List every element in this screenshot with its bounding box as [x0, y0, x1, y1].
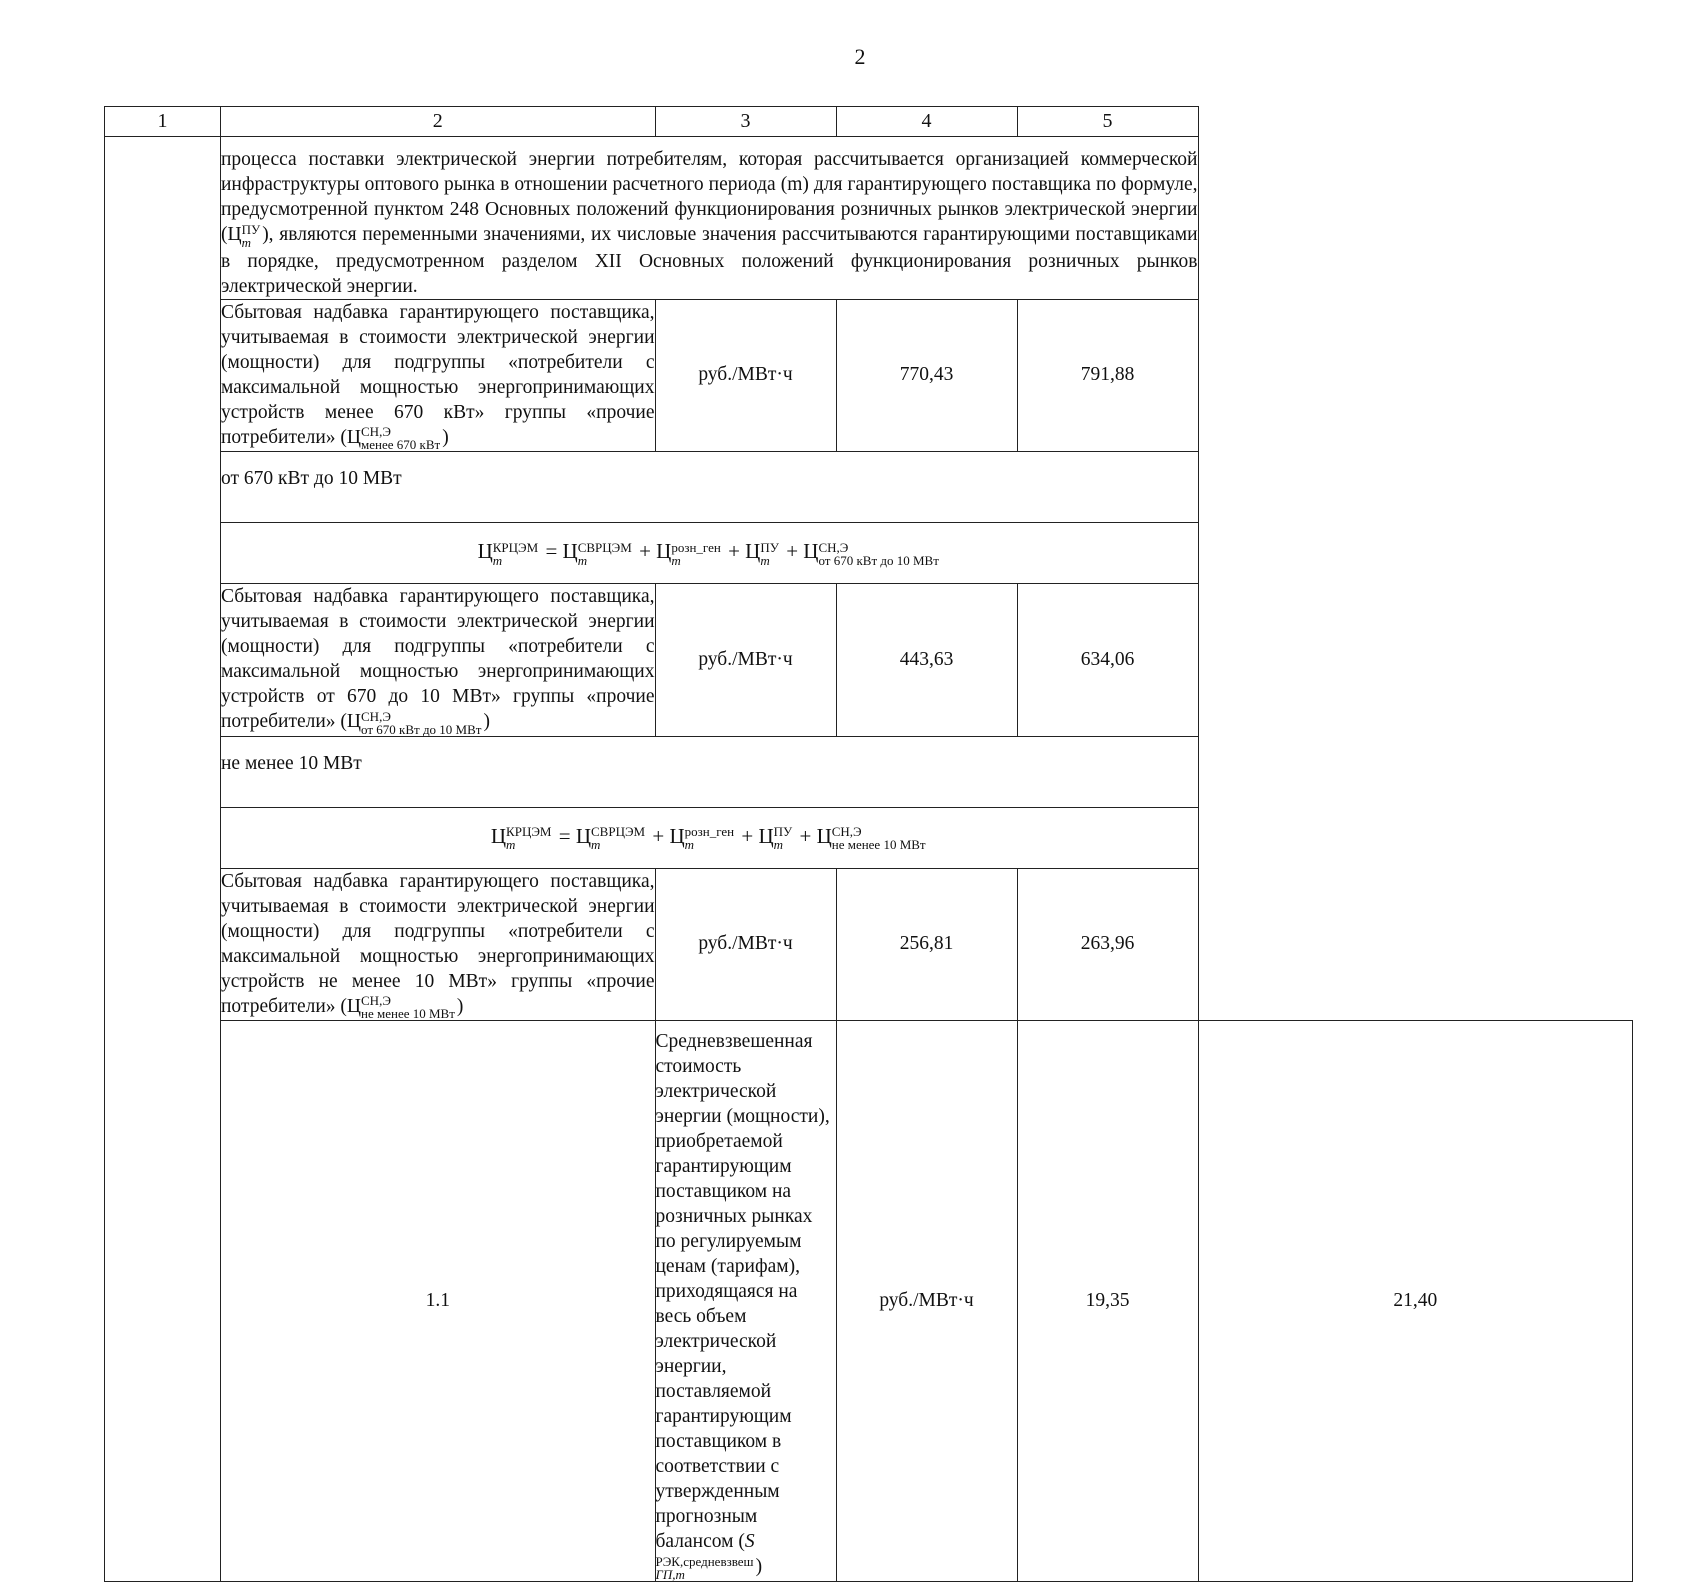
f1-sym-a: Ц	[477, 539, 493, 564]
intro-text-part2: ), являются переменными значениями, их числовые значения рассчитываются гарантирующими поставщиками в порядке, предусмотренном разделом XII Основных положений функционирования розничных рынков электрической энергии.	[221, 224, 1198, 297]
formula-row	[105, 807, 1633, 868]
row3-last-text: потребители» (	[221, 995, 347, 1017]
row4-description	[655, 1021, 836, 1582]
row3-sym: Ц	[346, 995, 362, 1017]
row4-value-4: 19,35	[1017, 1021, 1198, 1582]
row2-last-text: потребители» (	[221, 711, 347, 733]
row1-value-5: 791,88	[1017, 299, 1198, 452]
row3-close: )	[456, 995, 464, 1017]
f1-sup2: СВРЦЭМ	[577, 539, 632, 555]
header-col-2: 2	[221, 107, 656, 137]
f1-sup5: СН,Э	[818, 539, 849, 555]
row2-desc-text: Сбытовая надбавка гарантирующего поставщика, учитываемая в стоимости электрической энергии (мощности) для подгруппы «потребители с максимальной мощностью энергопринимающих устройств от 670 до 10 МВт» группы «прочие	[221, 586, 655, 708]
table-row	[105, 1021, 1633, 1582]
intro-row	[105, 137, 1633, 300]
f1-sup4: ПУ	[760, 539, 779, 555]
f2-m2: m	[591, 837, 601, 853]
row1-desc-last	[221, 425, 655, 452]
f2-plus3: +	[799, 824, 812, 848]
subheading-2: не менее 10 МВт	[221, 736, 1199, 807]
intro-text-part1: процесса поставки электрической энергии потребителям, которая рассчитывается организацией коммерческой инфраструктуры оптового рынка в отношении расчетного периода (m) для гарантирующего поставщика по формуле, предусмотренной пунктом 248 Основных положений функционирования розничных рынков электрической энергии (	[221, 149, 1198, 245]
row4-sym: S	[744, 1531, 755, 1553]
f2-sym-e: Ц	[816, 824, 832, 848]
header-col-3: 3	[655, 107, 836, 137]
row1-sup: СН,Э	[361, 424, 391, 440]
header-col-4: 4	[836, 107, 1017, 137]
f1-eq: =	[545, 539, 558, 564]
row1-desc-text: Сбытовая надбавка гарантирующего поставщика, учитываемая в стоимости электрической энергии (мощности) для подгруппы «потребители с максимальной мощностью энергопринимающих устройств менее 670 кВт» группы «прочие	[221, 301, 655, 423]
f2-m4: m	[773, 837, 784, 853]
f1-sym-c: Ц	[656, 539, 672, 564]
subheading-row	[105, 452, 1633, 523]
f2-m1: m	[506, 837, 516, 853]
row3-desc-last	[221, 994, 655, 1021]
f1-plus3: +	[786, 539, 799, 564]
intro-sym-sub: m	[241, 234, 251, 250]
row-number-cell	[105, 137, 221, 1582]
f1-plus1: +	[639, 539, 651, 564]
formula-1	[221, 523, 1199, 584]
f2-sym-d: Ц	[758, 824, 774, 848]
row4-number: 1.1	[221, 1021, 656, 1582]
row2-close: )	[483, 711, 490, 733]
row3-sub: не менее 10 МВт	[361, 1006, 455, 1022]
f1-m3: m	[671, 552, 681, 568]
row1-unit: руб./МВт·ч	[655, 299, 836, 452]
row2-description	[221, 584, 656, 737]
row3-description	[221, 868, 656, 1021]
f2-sym-a: Ц	[490, 824, 507, 848]
f1-m1: m	[492, 552, 503, 568]
row1-sub: менее 670 кВт	[361, 437, 441, 453]
f1-sup3: розн_ген	[671, 539, 721, 555]
row1-description	[221, 299, 656, 452]
row4-sup: РЭК,средневзвеш	[655, 1553, 754, 1569]
f1-sym-d: Ц	[745, 539, 761, 564]
f1-sub5: от 670 кВт до 10 МВт	[818, 552, 939, 568]
row3-value-5: 263,96	[1017, 868, 1198, 1021]
intro-symbol	[227, 221, 263, 250]
row4-desc-text: Средневзвешенная стоимость электрической энергии (мощности), приобретаемой гарантирующим поставщиком на розничных рынках по регулируемым ценам (тарифам), приходящаяся на весь объем электрической энергии, поставляемой гарантирующим поставщиком в соответствии с утвержденным прогнозным балансом (	[655, 1031, 830, 1553]
formula-row	[105, 523, 1633, 584]
f1-sym-b: Ц	[562, 539, 578, 564]
row1-last-text: потребители» (	[221, 426, 347, 448]
table-row	[105, 868, 1633, 1021]
f1-plus2: +	[728, 539, 740, 564]
f1-sup1: КРЦЭМ	[492, 539, 539, 555]
row3-desc-text: Сбытовая надбавка гарантирующего поставщика, учитываемая в стоимости электрической энергии (мощности) для подгруппы «потребители с максимальной мощностью энергопринимающих устройств не менее 10 МВт» группы «прочие	[221, 870, 655, 992]
f2-sym-b: Ц	[575, 824, 591, 848]
row2-value-4: 443,63	[836, 584, 1017, 737]
f2-sym-c: Ц	[669, 824, 685, 848]
table-row	[105, 584, 1633, 737]
row1-sym: Ц	[346, 426, 362, 448]
f2-sup5: СН,Э	[831, 824, 862, 840]
page-number: 2	[854, 44, 866, 69]
header-col-1: 1	[105, 107, 221, 137]
row2-value-5: 634,06	[1017, 584, 1198, 737]
header-col-5: 5	[1017, 107, 1198, 137]
row2-desc-last	[221, 709, 655, 736]
f1-m4: m	[760, 552, 770, 568]
f2-sup2: СВРЦЭМ	[591, 824, 646, 840]
f2-sup1: КРЦЭМ	[506, 824, 552, 840]
tariff-table	[104, 106, 1633, 1582]
row4-sub: ГП,m	[655, 1566, 685, 1582]
row4-value-5: 21,40	[1198, 1021, 1633, 1582]
f2-plus1: +	[652, 824, 665, 848]
intro-sym-sup: ПУ	[241, 221, 261, 237]
formula-2	[221, 807, 1199, 868]
f2-sup3: розн_ген	[684, 824, 735, 840]
f2-sub5: не менее 10 МВт	[831, 837, 926, 853]
intro-sym: Ц	[227, 224, 242, 245]
intro-text	[221, 137, 1199, 300]
row2-sym: Ц	[346, 711, 362, 733]
row4-unit: руб./МВт·ч	[836, 1021, 1017, 1582]
row1-value-4: 770,43	[836, 299, 1017, 452]
subheading-row	[105, 736, 1633, 807]
row3-sup: СН,Э	[361, 993, 391, 1009]
subheading-1: от 670 кВт до 10 МВт	[221, 452, 1199, 523]
f1-m2: m	[577, 552, 588, 568]
f2-sup4: ПУ	[773, 824, 793, 840]
table-header-row	[105, 107, 1633, 137]
row2-unit: руб./МВт·ч	[655, 584, 836, 737]
row3-unit: руб./МВт·ч	[655, 868, 836, 1021]
f2-eq: =	[558, 824, 571, 848]
row3-value-4: 256,81	[836, 868, 1017, 1021]
row1-close: )	[442, 426, 449, 448]
table-row	[105, 299, 1633, 452]
f2-m3: m	[684, 837, 695, 853]
f1-sym-e: Ц	[803, 539, 819, 564]
row2-sub: от 670 кВт до 10 МВт	[361, 721, 482, 737]
row4-close: )	[755, 1556, 763, 1578]
f2-plus2: +	[741, 824, 754, 848]
row2-sup: СН,Э	[361, 708, 391, 724]
